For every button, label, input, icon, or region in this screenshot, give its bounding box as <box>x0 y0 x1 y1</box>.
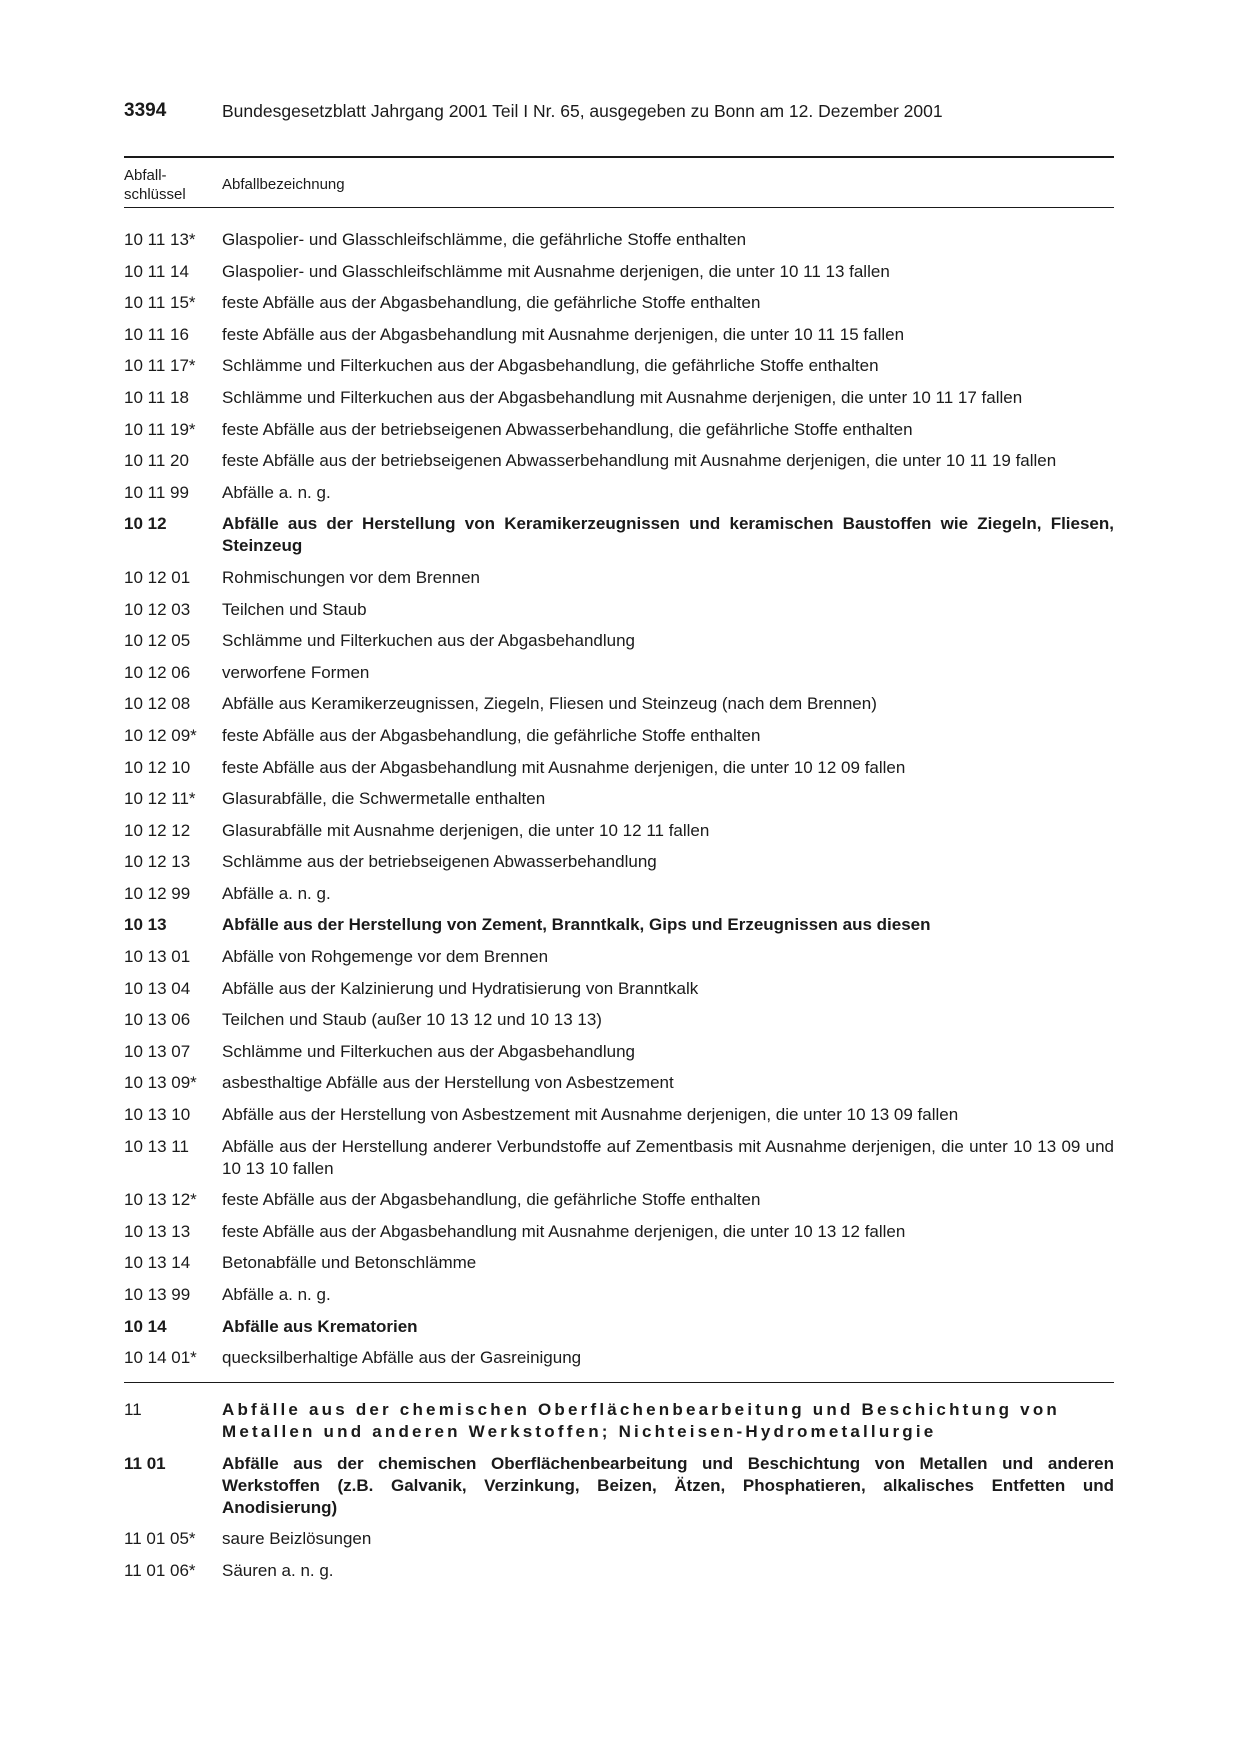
table-row <box>124 482 1114 504</box>
waste-description: feste Abfälle aus der betriebseigenen Abwasserbehandlung mit Ausnahme derjenigen, die unter 10 11 19 fallen <box>222 451 1057 471</box>
table-row <box>124 324 1114 346</box>
chapter-heading-row <box>124 1399 1114 1443</box>
waste-code: 10 12 09* <box>124 725 197 745</box>
table-row <box>124 1560 1114 1582</box>
waste-code: 10 13 06 <box>124 1010 191 1030</box>
waste-description: Rohmischungen vor dem Brennen <box>222 567 480 587</box>
waste-code: 10 11 17* <box>124 356 196 376</box>
waste-code: 11 01 06* <box>124 1560 196 1580</box>
group-heading-row <box>124 1316 1114 1338</box>
waste-description: Abfälle a. n. g. <box>222 1285 331 1304</box>
waste-code: 10 11 15* <box>124 293 196 313</box>
waste-code: 10 12 99 <box>124 883 191 903</box>
waste-code: 10 13 99 <box>124 1285 191 1304</box>
waste-code: 10 11 19* <box>124 419 196 439</box>
waste-code: 10 13 <box>124 915 167 935</box>
table-row <box>124 851 1114 873</box>
table-row <box>124 757 1114 779</box>
waste-code: 10 12 06 <box>124 662 191 682</box>
waste-description: Abfälle a. n. g. <box>222 482 331 502</box>
waste-description: Glaspolier- und Glasschleifschlämme, die gefährliche Stoffe enthalten <box>222 230 747 249</box>
waste-code: 10 12 05 <box>124 631 191 651</box>
publication-title: Bundesgesetzblatt Jahrgang 2001 Teil I Nr. 65, ausgegeben zu Bonn am 12. Dezember 2001 <box>222 101 943 121</box>
table-row <box>124 820 1114 842</box>
table-row <box>124 387 1114 409</box>
header-top-rule <box>124 156 1114 158</box>
table-row <box>124 1072 1114 1094</box>
page-header <box>124 100 1114 130</box>
waste-description: feste Abfälle aus der Abgasbehandlung, die gefährliche Stoffe enthalten <box>222 293 761 313</box>
table-row <box>124 1284 1114 1306</box>
table-row <box>124 1104 1114 1126</box>
waste-description: Teilchen und Staub (außer 10 13 12 und 10 13 13) <box>222 1010 602 1030</box>
waste-description: feste Abfälle aus der Abgasbehandlung, die gefährliche Stoffe enthalten <box>222 1190 761 1210</box>
waste-description: asbesthaltige Abfälle aus der Herstellung von Asbestzement <box>222 1073 674 1093</box>
waste-code: 10 13 14 <box>124 1253 191 1273</box>
waste-code-table <box>124 229 1114 1592</box>
table-row <box>124 599 1114 621</box>
group-heading-row <box>124 914 1114 936</box>
waste-code: 10 12 13 <box>124 852 191 872</box>
waste-description: Abfälle aus der Kalzinierung und Hydratisierung von Branntkalk <box>222 978 699 998</box>
waste-code: 11 01 <box>124 1453 166 1473</box>
table-row <box>124 1347 1114 1369</box>
waste-description: Teilchen und Staub <box>222 599 367 619</box>
waste-description: Schlämme aus der betriebseigenen Abwasserbehandlung <box>222 852 657 872</box>
table-row <box>124 693 1114 715</box>
waste-description: Schlämme und Filterkuchen aus der Abgasbehandlung <box>222 1041 635 1061</box>
table-row <box>124 946 1114 968</box>
waste-code: 10 11 99 <box>124 482 189 502</box>
waste-description: Abfälle aus der chemischen Oberflächenbearbeitung und Beschichtung von Metallen und anderen Werkstoffen (z.B. Galvanik, Verzinkung, Beizen, Ätzen, Phosphatieren, alkalisches Entfetten und Anodisierung) <box>222 1453 1114 1517</box>
waste-description: Abfälle von Rohgemenge vor dem Brennen <box>222 947 549 967</box>
waste-description: Betonabfälle und Betonschlämme <box>222 1253 477 1273</box>
table-row <box>124 725 1114 747</box>
waste-code: 10 11 20 <box>124 451 189 471</box>
waste-code: 10 12 <box>124 514 167 534</box>
table-row <box>124 355 1114 377</box>
waste-description: Säuren a. n. g. <box>222 1560 334 1580</box>
waste-description: Schlämme und Filterkuchen aus der Abgasbehandlung, die gefährliche Stoffe enthalten <box>222 356 879 376</box>
waste-code: 10 13 13 <box>124 1221 191 1241</box>
waste-code: 11 <box>124 1400 142 1420</box>
waste-description: feste Abfälle aus der betriebseigenen Abwasserbehandlung, die gefährliche Stoffe enthalten <box>222 419 913 439</box>
waste-description: feste Abfälle aus der Abgasbehandlung, die gefährliche Stoffe enthalten <box>222 725 761 745</box>
waste-description: saure Beizlösungen <box>222 1529 372 1549</box>
table-row <box>124 419 1114 441</box>
waste-description: Glasurabfälle mit Ausnahme derjenigen, die unter 10 12 11 fallen <box>222 820 710 840</box>
table-row <box>124 1189 1114 1211</box>
column-header-code <box>124 166 214 204</box>
waste-description: Schlämme und Filterkuchen aus der Abgasbehandlung mit Ausnahme derjenigen, die unter 10 11 17 fallen <box>222 387 1023 407</box>
table-row <box>124 1041 1114 1063</box>
waste-code: 10 13 01 <box>124 947 191 967</box>
waste-description: Abfälle aus der Herstellung von Keramikerzeugnissen und keramischen Baustoffen wie Ziegeln, Fliesen, Steinzeug <box>222 514 1114 556</box>
table-row <box>124 662 1114 684</box>
table-row <box>124 229 1114 251</box>
waste-description: Abfälle aus der Herstellung von Asbestzement mit Ausnahme derjenigen, die unter 10 13 09 fallen <box>222 1105 959 1125</box>
waste-code: 11 01 05* <box>124 1529 196 1549</box>
waste-code: 10 13 12* <box>124 1190 197 1210</box>
waste-description: Abfälle a. n. g. <box>222 883 331 903</box>
waste-code: 10 13 07 <box>124 1041 191 1061</box>
waste-code: 10 12 08 <box>124 694 191 714</box>
table-row <box>124 630 1114 652</box>
waste-code: 10 12 11* <box>124 789 196 809</box>
waste-description: feste Abfälle aus der Abgasbehandlung mit Ausnahme derjenigen, die unter 10 13 12 fallen <box>222 1221 906 1241</box>
table-row <box>124 1221 1114 1243</box>
waste-code: 10 11 16 <box>124 324 189 344</box>
waste-description: Abfälle aus der Herstellung von Zement, Branntkalk, Gips und Erzeugnissen aus diesen <box>222 915 931 935</box>
table-row <box>124 1009 1114 1031</box>
waste-description: feste Abfälle aus der Abgasbehandlung mit Ausnahme derjenigen, die unter 10 11 15 fallen <box>222 324 905 344</box>
waste-code: 10 14 <box>124 1316 167 1336</box>
table-column-header <box>124 166 1114 208</box>
waste-code: 10 12 12 <box>124 820 191 840</box>
table-row <box>124 261 1114 283</box>
waste-description: verworfene Formen <box>222 662 370 682</box>
waste-description: Abfälle aus Krematorien <box>222 1316 418 1336</box>
waste-code: 10 13 10 <box>124 1105 191 1125</box>
waste-code: 10 11 13* <box>124 230 196 249</box>
waste-description: Abfälle aus Keramikerzeugnissen, Ziegeln, Fliesen und Steinzeug (nach dem Brennen) <box>222 694 877 714</box>
waste-description: Abfälle aus der chemischen Oberflächenbearbeitung und Beschichtung von Metallen und anderen Werkstoffen; Nichteisen-Hydrometallurgie <box>222 1400 1061 1442</box>
page-number: 3394 <box>124 100 167 121</box>
table-row <box>124 1252 1114 1274</box>
table-row <box>124 1528 1114 1550</box>
column-header-code-label: Abfall- schlüssel <box>124 167 186 203</box>
waste-code: 10 13 11 <box>124 1136 189 1156</box>
waste-description: Abfälle aus der Herstellung anderer Verbundstoffe auf Zementbasis mit Ausnahme derjenigen, die unter 10 13 09 und 10 13 10 fallen <box>222 1136 1114 1178</box>
waste-code: 10 12 03 <box>124 599 191 619</box>
waste-code: 10 11 18 <box>124 387 189 407</box>
waste-description: quecksilberhaltige Abfälle aus der Gasreinigung <box>222 1348 582 1368</box>
table-row <box>124 788 1114 810</box>
table-row <box>124 883 1114 905</box>
table-row <box>124 450 1114 472</box>
table-row <box>124 978 1114 1000</box>
waste-code: 10 13 09* <box>124 1073 197 1093</box>
waste-code: 10 11 14 <box>124 261 189 281</box>
group-heading-row <box>124 513 1114 557</box>
waste-code: 10 14 01* <box>124 1348 197 1368</box>
waste-code: 10 12 10 <box>124 757 191 777</box>
column-header-name: Abfallbezeichnung <box>222 176 345 193</box>
group-heading-row <box>124 1453 1114 1519</box>
table-row <box>124 567 1114 589</box>
header-bottom-rule <box>124 207 1114 208</box>
table-row <box>124 1136 1114 1180</box>
waste-description: feste Abfälle aus der Abgasbehandlung mit Ausnahme derjenigen, die unter 10 12 09 fallen <box>222 757 906 777</box>
waste-description: Glaspolier- und Glasschleifschlämme mit Ausnahme derjenigen, die unter 10 11 13 fallen <box>222 261 890 281</box>
waste-description: Schlämme und Filterkuchen aus der Abgasbehandlung <box>222 631 635 651</box>
waste-description: Glasurabfälle, die Schwermetalle enthalten <box>222 789 546 809</box>
waste-code: 10 12 01 <box>124 567 191 587</box>
waste-code: 10 13 04 <box>124 978 191 998</box>
table-row <box>124 292 1114 314</box>
